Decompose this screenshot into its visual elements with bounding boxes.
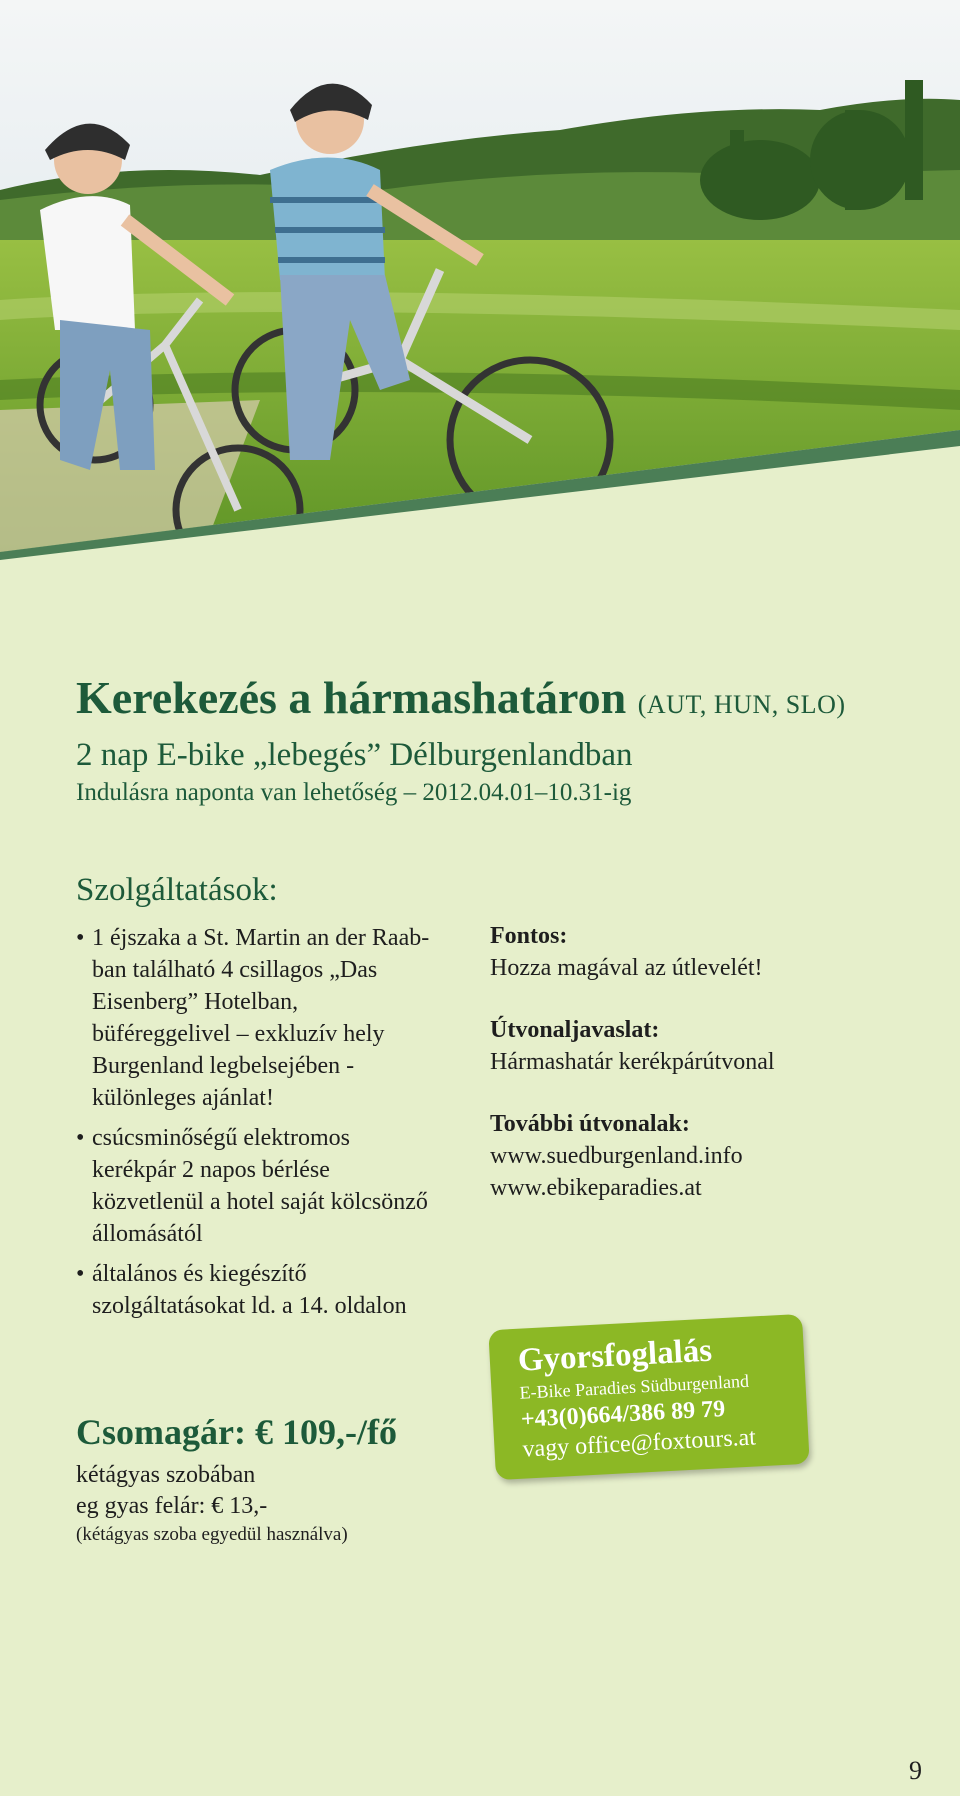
- price-block: [76, 1410, 476, 1548]
- page-number: 9: [909, 1756, 922, 1785]
- important-info: [490, 920, 910, 984]
- subtitle: 2 nap E-bike „lebegés” Délburgenlandban: [76, 737, 633, 773]
- page-title: [76, 672, 936, 731]
- title-countries: (AUT, HUN, SLO): [637, 690, 846, 719]
- quick-booking-box: [488, 1314, 809, 1480]
- booking-email[interactable]: vagy office@foxtours.at: [521, 1424, 757, 1463]
- link-ebikeparadies[interactable]: www.ebikeparadies.at: [490, 1175, 702, 1201]
- price-room-type: kétágyas szobában: [76, 1462, 256, 1488]
- important-text: Hozza magával az útlevelét!: [490, 955, 763, 981]
- more-routes: [490, 1108, 910, 1204]
- package-price: Csomagár: € 109,-/fő: [76, 1412, 397, 1452]
- price-note: (kétágyas szoba egyedül használva): [76, 1524, 348, 1545]
- title-main: Kerekezés a hármashatáron: [76, 672, 627, 723]
- services-list: [76, 922, 436, 1330]
- booking-company: E-Bike Paradies Südburgenland: [519, 1370, 750, 1403]
- services-heading: Szolgáltatások:: [76, 872, 278, 908]
- route-info: [490, 1014, 910, 1078]
- list-item: • 1 éjszaka a St. Martin an der Raab-ban található 4 csillagos „Das Eisenberg” Hotelban, büféreggelivel – exkluzív hely Burgenland legbelsejében - különleges ajánlat!: [76, 925, 430, 1111]
- route-heading: Útvonaljavaslat:: [490, 1017, 660, 1043]
- header-block: [76, 672, 936, 809]
- more-routes-heading: További útvonalak:: [490, 1111, 690, 1137]
- route-text: Hármashatár kerékpárútvonal: [490, 1049, 775, 1075]
- list-item: • általános és kiegészítő szolgáltatásokat ld. a 14. oldalon: [76, 1261, 407, 1319]
- important-heading: Fontos:: [490, 923, 568, 949]
- list-item: • csúcsminőségű elektromos kerékpár 2 napos bérlése közvetlenül a hotel saját kölcsönző állomásától: [76, 1125, 428, 1247]
- booking-phone[interactable]: +43(0)664/386 89 79: [520, 1396, 726, 1433]
- hero-photo: [0, 0, 960, 560]
- quick-booking-title: Gyorsfoglalás: [516, 1332, 713, 1379]
- link-suedburgenland[interactable]: www.suedburgenland.info: [490, 1143, 743, 1169]
- info-column: [490, 920, 910, 1234]
- price-supplement: eg gyas felár: € 13,-: [76, 1493, 268, 1519]
- availability-dates: Indulásra naponta van lehetőség – 2012.04.01–10.31-ig: [76, 779, 632, 806]
